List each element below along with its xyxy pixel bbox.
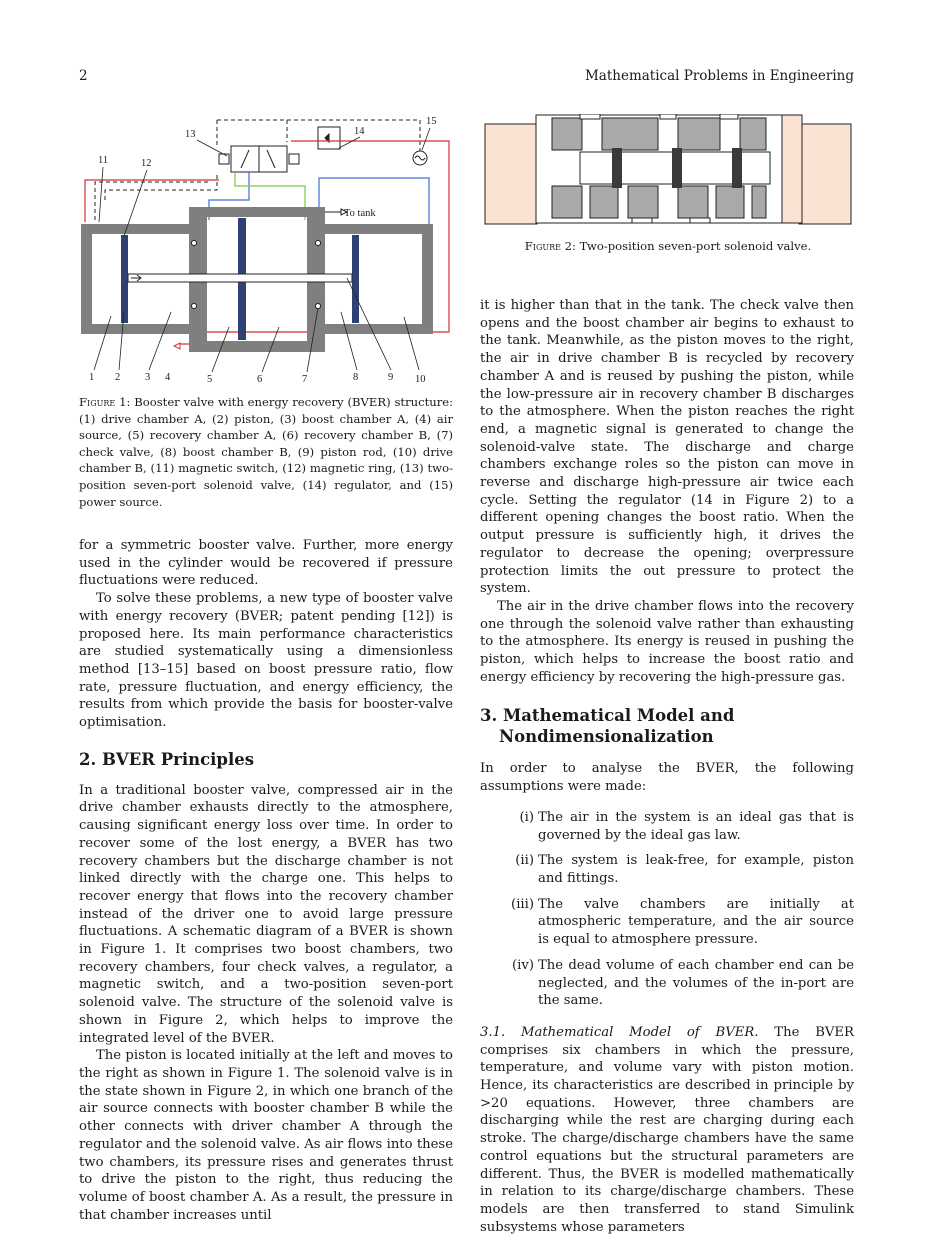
section-heading-line1: 3. Mathematical Model and xyxy=(480,706,735,726)
callout-13: 13 xyxy=(185,129,196,140)
callout-12: 12 xyxy=(141,158,152,169)
regulator-symbol xyxy=(318,127,340,149)
callout-1: 1 xyxy=(89,372,95,383)
figure-1-caption-label: Figure 1 xyxy=(79,395,127,409)
list-text: The air in the system is an ideal gas that is governed by the ideal gas law. xyxy=(538,809,854,843)
paragraph-text: The BVER comprises six chambers in which the pressure, temperature, and volume vary with piston motion. Hence, its characteristics are described in principle by >20 equations. However, three chambers are discharging while the rest are charging during each stroke. The charge/discharge chambers have the same control equations but the structural parameters are different. Thus, the BVER is modelled mathematically in relation to its charge/discharge chambers. These models are then transferred to stand Simulink subsystems whose parameters xyxy=(480,1024,854,1235)
figure-1-diagram xyxy=(79,112,455,387)
figure-2-caption xyxy=(484,238,852,255)
left-column xyxy=(79,537,453,1224)
figure-2-caption-text: : Two-position seven-port solenoid valve. xyxy=(572,239,812,253)
paragraph: it is higher than that in the tank. The check valve then opens and the boost chamber air begins to exhaust to the tank. Meanwhile, as the piston moves to the right, the air in drive chamber B is recycled by recovery chamber A and is reused by pushing the piston, while the low-pressure air in recovery chamber B discharges to the atmosphere. When the piston reaches the right end, a magnetic signal is generated to change the solenoid-valve state. The discharge and charge chambers exchange roles so the piston can move in reverse and discharge high-pressure air twice each cycle. Setting the regulator (14 in Figure 2) to a different opening changes the boost ratio. When the output pressure is sufficiently high, it drives the regulator to decrease the opening; overpressure protection limits the out pressure to protect the system. xyxy=(480,298,854,597)
paragraph: In a traditional booster valve, compressed air in the drive chamber exhausts directly to the atmosphere, causing significant energy loss over time. In order to recover some of the lost energy, a BVER has two recovery chambers but the discharge chamber is not linked directly with the charge one. This helps to recover energy that flows into the recovery chamber instead of the driver one to avoid large pressure fluctuations. A schematic diagram of a BVER is shown in Figure 1. It comprises two boost chambers, two recovery chambers, four check valves, a regulator, a magnetic switch, and a two-position seven-port solenoid valve. The structure of the solenoid valve is shown in Figure 2, which helps to improve the integrated level of the BVER. xyxy=(79,782,453,1046)
list-item xyxy=(496,852,854,887)
list-number: (iv) xyxy=(512,957,534,973)
paragraph: The piston is located initially at the left and moves to the right as shown in Figure 1. The solenoid valve is in the state shown in Figure 2, in which one branch of the air source connects with booster chamber B while the other connects with driver chamber A through the regulator and the solenoid valve. As air flows into these two chambers, its pressure rises and generates thrust to drive the piston to the right, thus reducing the volume of boost chamber A. As a result, the pressure in that chamber increases until xyxy=(79,1048,453,1223)
callout-5: 5 xyxy=(207,374,213,385)
callout-6: 6 xyxy=(257,374,263,385)
callout-15: 15 xyxy=(426,116,437,127)
solenoid-valve-symbol xyxy=(219,146,299,172)
figure-1 xyxy=(79,112,455,387)
list-number: (ii) xyxy=(515,853,534,869)
journal-title: Mathematical Problems in Engineering xyxy=(584,68,854,84)
callout-2: 2 xyxy=(115,372,121,383)
list-item xyxy=(496,896,854,949)
assumptions-list xyxy=(480,809,854,1010)
callout-7: 7 xyxy=(302,374,308,385)
figure-2-caption-label: Figure 2 xyxy=(524,239,573,253)
figure-1-caption-text: : Booster valve with energy recovery (BVER) structure: (1) drive chamber A, (2) piston, (3) boost chamber A, (4) air source, (5) recovery chamber A, (6) recovery chamber B, (7) check valve, (8) boost chamber B, (9) piston rod, (10) drive chamber B, (11) magnetic switch, (12) magnetic ring, (13) two-position seven-port solenoid valve, (14) regulator, and (15) power source. xyxy=(79,395,454,509)
section-heading: 2. BVER Principles xyxy=(79,749,255,769)
list-number: (iii) xyxy=(511,896,534,912)
list-item xyxy=(496,957,854,1010)
list-text: The valve chambers are initially at atmospheric temperature, and the air source is equal to atmosphere pressure. xyxy=(538,896,854,948)
piston-rod xyxy=(128,274,352,282)
list-item xyxy=(496,809,854,844)
callout-8: 8 xyxy=(353,372,359,383)
section-heading-line2: Nondimensionalization xyxy=(499,727,714,747)
paragraph xyxy=(480,1024,854,1236)
paragraph: To solve these problems, a new type of booster valve with energy recovery (BVER; patent pending [12]) is proposed here. Its main performance characteristics are studied systematically using a dimensionless method [13–15] based on boost pressure ratio, flow rate, pressure fluctuation, and energy efficiency, the results from which provide the basis for booster-valve optimisation. xyxy=(79,591,453,731)
figure-2 xyxy=(484,114,852,226)
callout-3: 3 xyxy=(145,372,151,383)
callout-9: 9 xyxy=(388,372,394,383)
page-number: 2 xyxy=(79,68,88,84)
callout-14: 14 xyxy=(354,126,365,137)
section-heading xyxy=(480,705,854,747)
callout-11: 11 xyxy=(98,155,109,166)
figure-1-caption xyxy=(79,394,453,510)
list-number: (i) xyxy=(519,809,534,825)
right-column xyxy=(480,297,854,1236)
callout-4: 4 xyxy=(165,372,171,383)
subsection-heading: 3.1. Mathematical Model of BVER. xyxy=(480,1024,759,1040)
paragraph: The air in the drive chamber flows into the recovery one through the solenoid valve rather than exhausting to the atmosphere. Its energy is reused in pushing the piston, which helps to increase the boost ratio and energy efficiency by recovering the high-pressure gas. xyxy=(480,598,854,685)
list-text: The dead volume of each chamber end can be neglected, and the volumes of the in-port are the same. xyxy=(538,957,854,1009)
list-text: The system is leak-free, for example, piston and fittings. xyxy=(538,853,854,886)
to-tank-label: To tank xyxy=(344,208,376,219)
callout-10: 10 xyxy=(415,374,426,385)
paragraph: In order to analyse the BVER, the following assumptions were made: xyxy=(480,761,854,795)
figure-2-diagram xyxy=(484,114,852,226)
paragraph: for a symmetric booster valve. Further, more energy used in the cylinder would be recovered if pressure fluctuations were reduced. xyxy=(79,538,453,589)
